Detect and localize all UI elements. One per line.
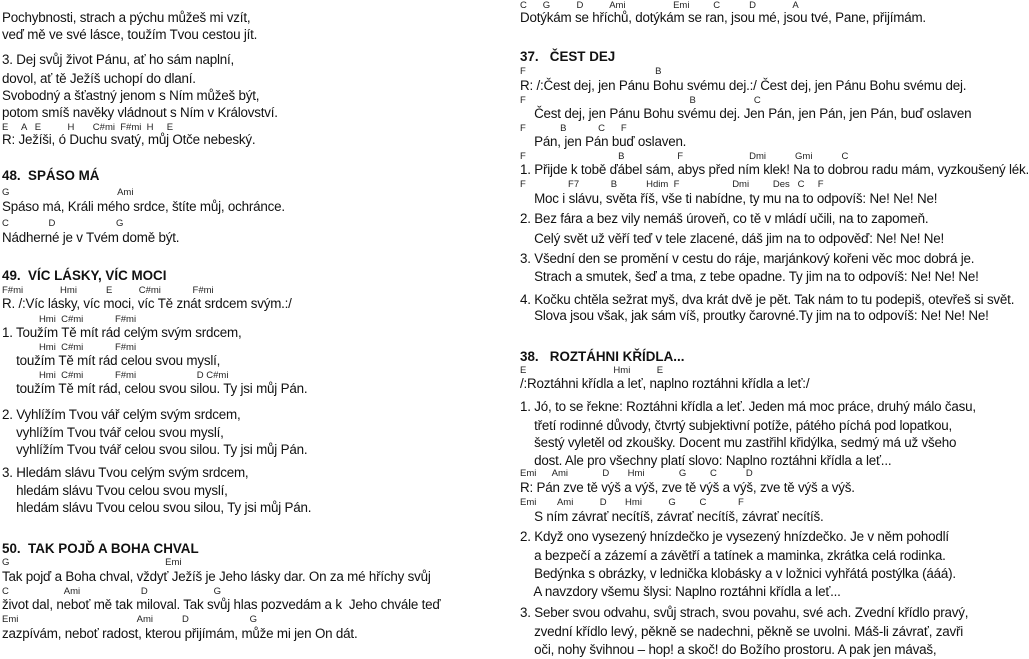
lyric-line: S ním závrať necítíš, závrať necítíš, závrať necítíš.: [520, 509, 824, 524]
chord-line: C G D Ami Emi C D A: [520, 0, 799, 11]
lyric-line: dovol, ať tě Ježíš uchopí do dlaní.: [2, 71, 196, 86]
lyric-line: hledám slávu Tvou celou svou silou, Ty jsi můj Pán.: [2, 500, 312, 515]
lyric-line: 3. Dej svůj život Pánu, ať ho sám naplní,: [2, 52, 235, 67]
lyric-line: život dal, neboť mě tak miloval. Tak svůj hlas pozvedám a k Jeho chvále teď: [2, 597, 441, 612]
lyric-line: Dotýkám se hříchů, dotýkám se ran, jsou mé, jsou tvé, Pane, přijímám.: [520, 10, 926, 25]
lyric-line: potom smíš navěky vládnout s Ním v Království.: [2, 105, 278, 120]
lyric-line: R. /:Víc lásky, víc moci, víc Tě znát srdcem svým.:/: [2, 296, 292, 311]
lyric-line: veď mě ve své lásce, toužím Tvou cestou jít.: [2, 27, 258, 42]
lyric-line: 1. Toužím Tě mít rád celým svým srdcem,: [2, 325, 242, 340]
left-column: [0, 0, 500, 659]
chord-line: C Ami D G: [2, 586, 222, 597]
lyric-line: Celý svět už věří teď v tele zlacené, dáš jim na to odpověď: Ne! Ne! Ne!: [520, 231, 945, 246]
lyric-line: oči, nohy švihnou – hop! a skoč! do Božího prostoru. A pak jen mávaš,: [520, 642, 937, 657]
lyric-line: Moc i slávu, světa říš, vše ti nabídne, ty mu na to odpovíš: Ne! Ne! Ne!: [520, 191, 938, 206]
chord-line: Hmi C#mi F#mi: [2, 342, 137, 353]
lyric-line: Pán, jen Pán buď oslaven.: [520, 134, 687, 149]
chord-line: F F7 B Hdim F Dmi Des C F: [520, 179, 824, 190]
lyric-line: 1. Přijde k tobě ďábel sám, abys před ním klek! Na to dobrou radu mám, vyzkoušený lék.: [520, 162, 1029, 177]
lyric-line: třetí rodinné důvody, čtvrtý subjektivní potíže, pátého píchá pod lopatkou,: [520, 418, 953, 433]
lyric-line: Tak pojď a Boha chval, vždyť Ježíš je Jeho lásky dar. On za mé hříchy svůj: [2, 569, 431, 584]
chord-line: C D G: [2, 218, 124, 229]
chord-line: G Emi: [2, 557, 182, 568]
lyric-line: R: Ježíši, ó Duchu svatý, můj Otče nebeský.: [2, 132, 256, 147]
lyric-line: Nádherné je v Tvém domě být.: [2, 230, 180, 245]
chord-line: F#mi Hmi E C#mi F#mi: [2, 285, 214, 296]
chord-line: Hmi C#mi F#mi: [2, 314, 137, 325]
lyric-line: A navzdory všemu šlysi: Naplno roztáhni křídla a leť...: [520, 584, 841, 599]
song-title: 38. ROZTÁHNI KŘÍDLA...: [520, 349, 685, 364]
song-title: 48. SPÁSO MÁ: [2, 168, 100, 183]
lyric-line: toužím Tě mít rád celou svou myslí,: [2, 353, 221, 368]
lyric-line: zvední křídlo levý, pěkně se nadechni, pěkně se uvolni. Máš-li závrať, zavři: [520, 624, 964, 639]
lyric-line: 2. Vyhlížím Tvou vář celým svým srdcem,: [2, 407, 241, 422]
chord-line: E A E H C#mi F#mi H E: [2, 122, 174, 133]
lyric-line: zazpívám, neboť radost, kterou přijímám, může mi jen On dát.: [2, 626, 358, 641]
chord-line: Emi Ami D G: [2, 614, 257, 625]
lyric-line: Pochybnosti, strach a pýchu můžeš mi vzít,: [2, 10, 251, 25]
lyric-line: Bedýnka s obrázky, v lednička klobásky a v ložnici vyhřátá postýlka (ááá).: [520, 566, 956, 581]
chord-line: F B C: [520, 95, 761, 106]
lyric-line: Svobodný a šťastný jenom s Ním můžeš být,: [2, 88, 260, 103]
song-title: 50. TAK POJĎ A BOHA CHVAL: [2, 541, 199, 556]
lyric-line: hledám slávu Tvou celou svou myslí,: [2, 483, 228, 498]
lyric-line: vyhlížím Tvou tvář celou svou silou. Ty jsi můj Pán.: [2, 442, 308, 457]
lyric-line: 2. Když ono vysezený hnízdečko je vysezený hnízdečko. Je v něm pohodlí: [520, 529, 949, 544]
lyric-line: R: Pán zve tě výš a výš, zve tě výš a výš, zve tě výš a výš.: [520, 480, 855, 495]
lyric-line: dost. Ale pro všechny platí slovo: Naplno roztáhni křídla a leť...: [520, 453, 892, 468]
lyric-line: Strach a smutek, šeď a tma, z tebe opadne. Ty jim na to odpovíš: Ne! Ne! Ne!: [520, 269, 979, 284]
chord-line: F B: [520, 66, 662, 77]
song-title: 49. VÍC LÁSKY, VÍC MOCI: [2, 268, 167, 283]
lyric-line: 4. Kočku chtěla sežrat myš, dva krát dvě je pět. Tak nám to tu podepiš, otevřeš si svět.: [520, 292, 1015, 307]
chord-line: Emi Ami D Hmi G C F: [520, 497, 744, 508]
song-title: 37. ČEST DEJ: [520, 49, 616, 64]
chord-line: G Ami: [2, 187, 134, 198]
chord-line: Hmi C#mi F#mi D C#mi: [2, 370, 229, 381]
lyric-line: /:Roztáhni křídla a leť, naplno roztáhni křídla a leť:/: [520, 376, 810, 391]
lyric-line: 2. Bez fára a bez vily nemáš úroveň, co tě v mládí učili, na to zapomeň.: [520, 211, 929, 226]
lyric-line: 3. Všední den se promění v cestu do ráje, marjánkový kořeni věc moc dobrá je.: [520, 251, 975, 266]
lyric-line: 3. Seber svou odvahu, svůj strach, svou povahu, své ach. Zvední křídlo pravý,: [520, 605, 969, 620]
chord-line: F B F Dmi Gmi C: [520, 151, 849, 162]
chord-line: F B C F: [520, 123, 627, 134]
lyric-line: 3. Hledám slávu Tvou celým svým srdcem,: [2, 465, 249, 480]
lyric-line: vyhlížím Tvou tvář celou svou myslí,: [2, 425, 224, 440]
lyric-line: R: /:Čest dej, jen Pánu Bohu svému dej.:/ Čest dej, jen Pánu Bohu svému dej.: [520, 78, 967, 93]
lyric-line: toužím Tě mít rád, celou svou silou. Ty jsi můj Pán.: [2, 381, 308, 396]
lyric-line: Čest dej, jen Pánu Bohu svému dej. Jen Pán, jen Pán, jen Pán, buď oslaven: [520, 106, 972, 121]
chord-line: E Hmi E: [520, 365, 664, 376]
lyric-line: a bezpečí a zázemí a závětří a tatínek a maminka, zkrátka celá rodinka.: [520, 548, 946, 563]
chord-line: Emi Ami D Hmi G C D: [520, 468, 753, 479]
lyric-line: šestý vyletěl od zkoušky. Docent mu zastřihl křidýlka, sedmý má už všeho: [520, 435, 957, 450]
lyric-line: 1. Jó, to se řekne: Roztáhni křídla a leť. Jeden má moc práce, druhý málo času,: [520, 399, 976, 414]
lyric-line: Spáso má, Králi mého srdce, štíte můj, ochránce.: [2, 199, 285, 214]
right-column: [510, 0, 1029, 659]
lyric-line: Slova jsou však, jak sám víš, proutky čarovné.Ty jim na to odpovíš: Ne! Ne! Ne!: [520, 308, 989, 323]
